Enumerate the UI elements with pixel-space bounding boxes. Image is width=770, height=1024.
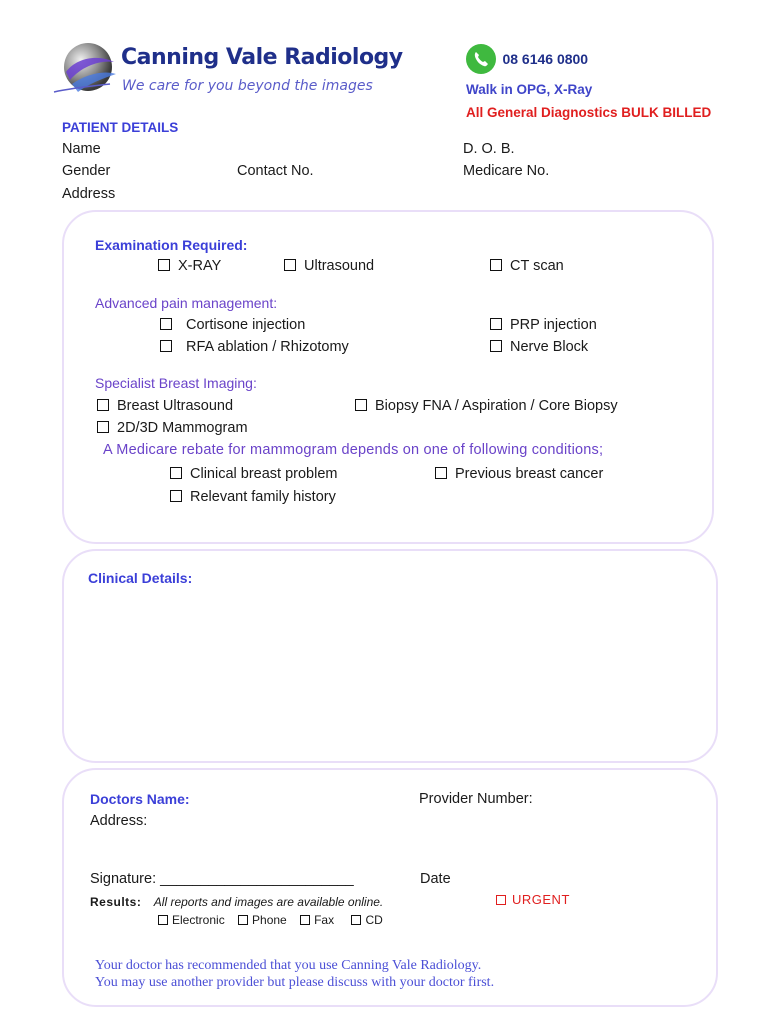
- previous-cancer-option[interactable]: Previous breast cancer: [435, 466, 603, 482]
- urgent-option[interactable]: URGENT: [496, 892, 570, 907]
- results-label: Results:: [90, 895, 142, 909]
- examination-heading: Examination Required:: [95, 237, 248, 253]
- breast-imaging-heading: Specialist Breast Imaging:: [95, 375, 257, 391]
- date-label: Date: [420, 871, 451, 887]
- walk-in-note: Walk in OPG, X-Ray: [466, 82, 593, 97]
- breast-ultrasound-option[interactable]: Breast Ultrasound: [97, 398, 233, 414]
- clinical-details-heading: Clinical Details:: [88, 570, 193, 586]
- xray-option[interactable]: X-RAY: [158, 258, 221, 274]
- clinical-problem-option[interactable]: Clinical breast problem: [170, 466, 337, 482]
- pain-management-heading: Advanced pain management:: [95, 295, 278, 311]
- patient-address-label: Address: [62, 186, 116, 202]
- phone-number: 08 6146 0800: [502, 51, 589, 67]
- xray-checkbox[interactable]: [158, 259, 170, 271]
- patient-contact-label: Contact No.: [237, 163, 314, 179]
- logo: [52, 40, 122, 100]
- patient-name-label: Name: [62, 141, 101, 157]
- cortisone-option[interactable]: Cortisone injection: [160, 317, 305, 333]
- prp-option[interactable]: PRP injection: [490, 317, 597, 333]
- doctor-address-label: Address:: [90, 813, 148, 829]
- mammogram-option[interactable]: 2D/3D Mammogram: [97, 420, 248, 436]
- nerve-block-option[interactable]: Nerve Block: [490, 339, 588, 355]
- rfa-checkbox[interactable]: [160, 340, 172, 352]
- ultrasound-option[interactable]: Ultrasound: [284, 258, 374, 274]
- electronic-option[interactable]: Electronic: [158, 913, 225, 927]
- tagline: We care for you beyond the images: [122, 78, 373, 94]
- logo-title: Canning Vale Radiology: [121, 45, 403, 70]
- patient-details-heading: PATIENT DETAILS: [62, 120, 179, 135]
- results-row: [90, 893, 383, 911]
- results-methods: [158, 913, 383, 927]
- footer-note-1: Your doctor has recommended that you use Canning Vale Radiology.: [95, 958, 482, 973]
- ct-option[interactable]: CT scan: [490, 258, 564, 274]
- doctor-name-label: Doctors Name:: [90, 791, 190, 807]
- biopsy-option[interactable]: Biopsy FNA / Aspiration / Core Biopsy: [355, 398, 618, 414]
- breast-ultrasound-checkbox[interactable]: [97, 399, 109, 411]
- footer-note-2: You may use another provider but please discuss with your doctor first.: [95, 975, 495, 990]
- family-history-option[interactable]: Relevant family history: [170, 489, 336, 505]
- cd-option[interactable]: CD: [351, 913, 382, 927]
- medicare-rebate-note: A Medicare rebate for mammogram depends on one of following conditions;: [103, 442, 604, 458]
- biopsy-checkbox[interactable]: [355, 399, 367, 411]
- logo-sphere-icon: [52, 40, 122, 100]
- urgent-checkbox[interactable]: [496, 895, 506, 905]
- rfa-option[interactable]: RFA ablation / Rhizotomy: [160, 339, 349, 355]
- cd-checkbox[interactable]: [351, 915, 361, 925]
- ultrasound-checkbox[interactable]: [284, 259, 296, 271]
- phone-icon: [466, 44, 496, 74]
- results-note: All reports and images are available online.: [153, 895, 384, 909]
- signature-line[interactable]: Signature: ________________________: [90, 871, 354, 887]
- electronic-checkbox[interactable]: [158, 915, 168, 925]
- nerve-block-checkbox[interactable]: [490, 340, 502, 352]
- provider-number-label: Provider Number:: [419, 791, 533, 807]
- fax-checkbox[interactable]: [300, 915, 310, 925]
- clinical-problem-checkbox[interactable]: [170, 467, 182, 479]
- phone-block: [466, 44, 588, 74]
- bulk-billed-note: All General Diagnostics BULK BILLED: [466, 105, 712, 120]
- previous-cancer-checkbox[interactable]: [435, 467, 447, 479]
- cortisone-checkbox[interactable]: [160, 318, 172, 330]
- phone-checkbox[interactable]: [238, 915, 248, 925]
- ct-checkbox[interactable]: [490, 259, 502, 271]
- patient-dob-label: D. O. B.: [463, 141, 515, 157]
- phone-option[interactable]: Phone: [238, 913, 287, 927]
- fax-option[interactable]: Fax: [300, 913, 334, 927]
- prp-checkbox[interactable]: [490, 318, 502, 330]
- patient-gender-label: Gender: [62, 163, 111, 179]
- patient-medicare-label: Medicare No.: [463, 163, 550, 179]
- mammogram-checkbox[interactable]: [97, 421, 109, 433]
- family-history-checkbox[interactable]: [170, 490, 182, 502]
